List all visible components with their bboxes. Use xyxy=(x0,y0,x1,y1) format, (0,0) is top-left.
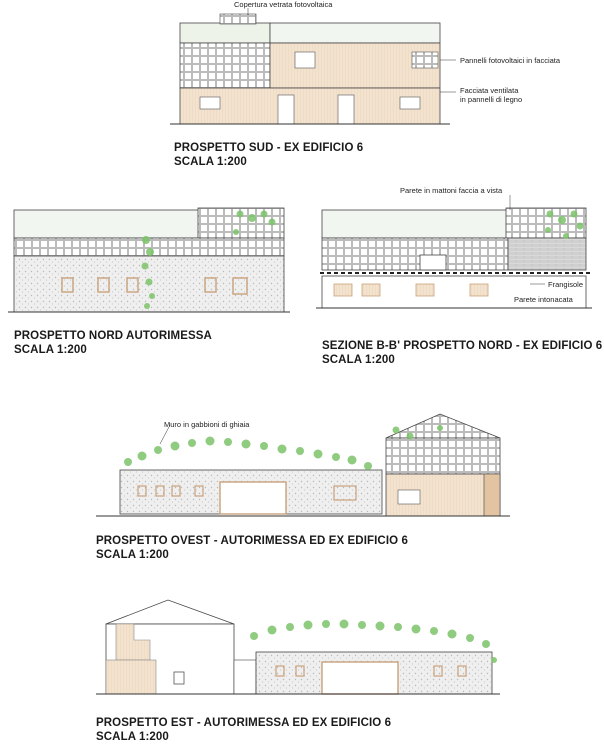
annotation-parete-mattoni: Parete in mattoni faccia a vista xyxy=(400,186,503,195)
drawing-prospetto-nord-autorimessa xyxy=(8,208,290,312)
caption-title: PROSPETTO NORD AUTORIMESSA xyxy=(14,330,212,342)
drawing-sezione-bb xyxy=(316,195,592,308)
caption-title: PROSPETTO OVEST - AUTORIMESSA ED EX EDIFICIO 6 xyxy=(96,535,408,547)
drawing-prospetto-sud xyxy=(170,8,456,124)
drawing-prospetto-ovest xyxy=(96,414,510,516)
caption-scale: SCALA 1:200 xyxy=(322,354,395,366)
caption-title: PROSPETTO SUD - EX EDIFICIO 6 xyxy=(174,142,364,154)
caption-prospetto-est xyxy=(96,716,391,744)
caption-title: SEZIONE B-B' PROSPETTO NORD - EX EDIFICIO 6 xyxy=(322,340,603,352)
caption-prospetto-ovest xyxy=(96,534,408,562)
caption-sezione-bb xyxy=(322,339,602,367)
caption-prospetto-nord-autorimessa xyxy=(14,329,212,357)
annotation-frangisole: Frangisole xyxy=(548,280,584,289)
caption-prospetto-sud xyxy=(174,141,363,169)
annotation-copertura: Copertura vetrata fotovoltaica xyxy=(234,0,333,9)
caption-scale: SCALA 1:200 xyxy=(96,731,169,743)
caption-scale: SCALA 1:200 xyxy=(14,344,87,356)
annotation-pannelli: Pannelli fotovoltaici in facciata xyxy=(460,56,561,65)
annotation-facciata: Facciata ventilata in pannelli di legno xyxy=(460,86,523,104)
annotation-parete-intonacata: Parete intonacata xyxy=(514,295,573,304)
caption-title: PROSPETTO EST - AUTORIMESSA ED EX EDIFICIO 6 xyxy=(96,717,392,729)
annotation-muro: Muro in gabbioni di ghiaia xyxy=(164,420,250,429)
caption-scale: SCALA 1:200 xyxy=(96,549,169,561)
caption-scale: SCALA 1:200 xyxy=(174,156,247,168)
drawing-prospetto-est xyxy=(96,600,500,694)
